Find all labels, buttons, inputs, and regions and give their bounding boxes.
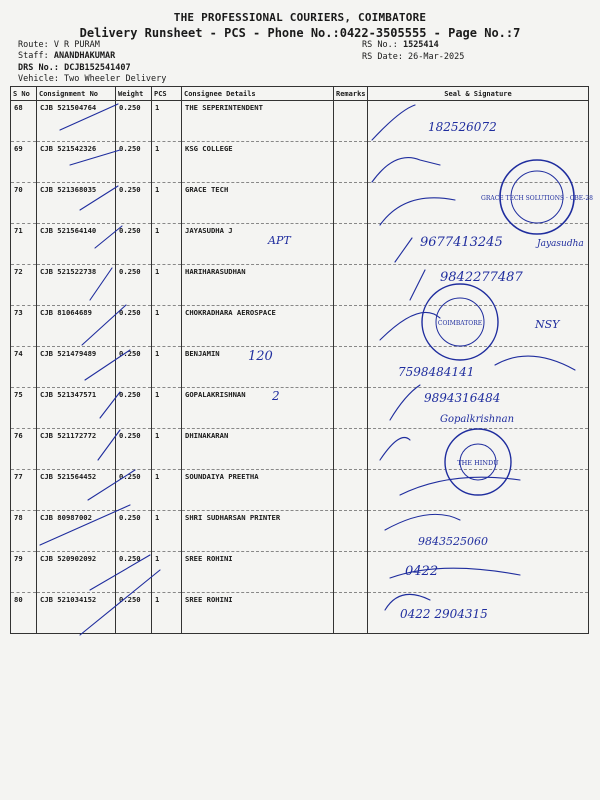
signature-cell [368, 183, 589, 224]
weight-cell: 0.250 [116, 429, 152, 470]
consignment-cell: CJB 521564140 [37, 224, 116, 265]
remarks-cell [334, 593, 368, 634]
company-title: THE PROFESSIONAL COURIERS, COIMBATORE [173, 11, 427, 24]
signature-cell [368, 388, 589, 429]
consignee-cell: SOUNDAIYA PREETHA [182, 470, 334, 511]
row74-note: 120 [248, 349, 273, 364]
consignment-cell: CJB 521034152 [37, 593, 116, 634]
row71-name: Jayasudha [537, 239, 584, 249]
consignee-cell: KSG COLLEGE [182, 142, 334, 183]
table-row [11, 347, 589, 388]
pcs-cell: 1 [152, 470, 182, 511]
table-row [11, 552, 589, 593]
table-header-row [11, 87, 589, 101]
consignment-cell: CJB 521368035 [37, 183, 116, 224]
row75-name: Gopalkrishnan [440, 414, 515, 425]
sno-cell: 72 [11, 265, 37, 306]
hindu-stamp-text: THE HINDU [457, 459, 499, 467]
consignment-cell: CJB 521564452 [37, 470, 116, 511]
coimbatore-stamp-text: COIMBATORE [437, 320, 483, 327]
pcs-cell: 1 [152, 552, 182, 593]
consignment-cell: CJB 521542326 [37, 142, 116, 183]
table-row [11, 388, 589, 429]
sno-cell: 69 [11, 142, 37, 183]
sno-cell: 80 [11, 593, 37, 634]
row75-phone: 9894316484 [424, 391, 501, 405]
weight-cell: 0.250 [116, 388, 152, 429]
table-row [11, 470, 589, 511]
weight-cell: 0.250 [116, 593, 152, 634]
staff-value: ANANDHAKUMAR [53, 51, 116, 61]
signature-cell [368, 224, 589, 265]
row71-note: APT [268, 234, 291, 247]
col-consignment: Consignment No [37, 87, 116, 101]
consignment-cell: CJB 81064689 [37, 306, 116, 347]
remarks-cell [334, 552, 368, 593]
signature-cell [368, 429, 589, 470]
signature-cell [368, 470, 589, 511]
consignment-cell: CJB 521479489 [37, 347, 116, 388]
weight-cell: 0.250 [116, 511, 152, 552]
row72-phone: 9842277487 [440, 270, 523, 285]
row78-phone: 9843525060 [418, 535, 488, 548]
consignee-cell: HARIHARASUDHAN [182, 265, 334, 306]
sno-cell: 76 [11, 429, 37, 470]
consignee-cell: DHINAKARAN [182, 429, 334, 470]
signature-cell [368, 347, 589, 388]
sno-cell: 77 [11, 470, 37, 511]
signature-cell [368, 101, 589, 142]
weight-cell: 0.250 [116, 470, 152, 511]
weight-cell: 0.250 [116, 347, 152, 388]
consignment-cell: CJB 520902092 [37, 552, 116, 593]
consignment-cell: CJB 80987002 [37, 511, 116, 552]
staff-field [18, 51, 115, 61]
remarks-cell [334, 347, 368, 388]
sno-cell: 70 [11, 183, 37, 224]
pcs-cell: 1 [152, 306, 182, 347]
pcs-cell: 1 [152, 593, 182, 634]
weight-cell: 0.250 [116, 552, 152, 593]
col-remarks: Remarks [334, 87, 368, 101]
table-row [11, 183, 589, 224]
weight-cell: 0.250 [116, 265, 152, 306]
consignment-cell: CJB 521347571 [37, 388, 116, 429]
sno-cell: 74 [11, 347, 37, 388]
remarks-cell [334, 183, 368, 224]
pcs-cell: 1 [152, 183, 182, 224]
row68-handwriting: 182526072 [428, 120, 497, 134]
remarks-cell [334, 101, 368, 142]
drs-field [18, 63, 131, 73]
remarks-cell [334, 429, 368, 470]
row74-phone: 7598484141 [398, 365, 475, 379]
consignment-cell: CJB 521522738 [37, 265, 116, 306]
rs-no-value: 1525414 [402, 40, 439, 50]
table-row [11, 224, 589, 265]
delivery-table [10, 86, 589, 634]
drs-label: DRS No.: [18, 63, 59, 73]
col-sno: S No [11, 87, 37, 101]
rs-no-label: RS No.: [362, 40, 398, 50]
vehicle-label: Vehicle: Two Wheeler Delivery [18, 74, 167, 84]
table-row [11, 593, 589, 634]
col-pcs: PCS [152, 87, 182, 101]
row75-note: 2 [272, 389, 280, 403]
pcs-cell: 1 [152, 429, 182, 470]
consignee-cell: SHRI SUDHARSAN PRINTER [182, 511, 334, 552]
signature-cell [368, 265, 589, 306]
col-consignee: Consignee Details [182, 87, 334, 101]
sno-cell: 71 [11, 224, 37, 265]
signature-cell [368, 511, 589, 552]
sno-cell: 79 [11, 552, 37, 593]
table-row [11, 265, 589, 306]
table-row [11, 306, 589, 347]
sno-cell: 75 [11, 388, 37, 429]
col-signature: Seal & Signature [368, 87, 589, 101]
pcs-cell: 1 [152, 224, 182, 265]
row79-phone: 0422 [405, 564, 439, 579]
drs-value: DCJB152541407 [64, 63, 131, 73]
col-weight: Weight [116, 87, 152, 101]
route-label: Route: V R PURAM [18, 40, 100, 50]
remarks-cell [334, 470, 368, 511]
consignment-cell: CJB 521172772 [37, 429, 116, 470]
remarks-cell [334, 142, 368, 183]
weight-cell: 0.250 [116, 142, 152, 183]
signature-cell [368, 306, 589, 347]
pcs-cell: 1 [152, 511, 182, 552]
weight-cell: 0.250 [116, 224, 152, 265]
table-row [11, 511, 589, 552]
remarks-cell [334, 511, 368, 552]
pcs-cell: 1 [152, 142, 182, 183]
pcs-cell: 1 [152, 347, 182, 388]
row73-mark: NSY [535, 318, 560, 331]
consignee-cell: CHOKRADHARA AEROSPACE [182, 306, 334, 347]
table-row [11, 101, 589, 142]
sno-cell: 68 [11, 101, 37, 142]
remarks-cell [334, 224, 368, 265]
pcs-cell: 1 [152, 265, 182, 306]
consignee-cell: BENJAMIN [182, 347, 334, 388]
row80-phone: 0422 2904315 [400, 607, 488, 621]
consignment-cell: CJB 521504764 [37, 101, 116, 142]
signature-cell [368, 593, 589, 634]
weight-cell: 0.250 [116, 183, 152, 224]
signature-cell [368, 142, 589, 183]
remarks-cell [334, 388, 368, 429]
rs-date: RS Date: 26-Mar-2025 [362, 52, 465, 62]
pcs-cell: 1 [152, 388, 182, 429]
consignee-cell: GOPALAKRISHNAN [182, 388, 334, 429]
consignee-cell: SREE ROHINI [182, 593, 334, 634]
remarks-cell [334, 265, 368, 306]
row71-phone: 9677413245 [420, 235, 503, 250]
consignee-cell: THE SEPERINTENDENT [182, 101, 334, 142]
consignee-cell: JAYASUDHA J [182, 224, 334, 265]
pcs-cell: 1 [152, 101, 182, 142]
consignee-cell: GRACE TECH [182, 183, 334, 224]
staff-label: Staff: [18, 51, 49, 61]
table-row [11, 429, 589, 470]
weight-cell: 0.250 [116, 306, 152, 347]
rs-no-field [362, 40, 439, 50]
runsheet-subtitle: Delivery Runsheet - PCS - Phone No.:0422-3505555 - Page No.:7 [79, 26, 521, 40]
remarks-cell [334, 306, 368, 347]
sno-cell: 73 [11, 306, 37, 347]
signature-cell [368, 552, 589, 593]
sno-cell: 78 [11, 511, 37, 552]
grace-tech-stamp-text: GRACE TECH SOLUTIONS · CBE-28 [481, 195, 593, 202]
consignee-cell: SREE ROHINI [182, 552, 334, 593]
weight-cell: 0.250 [116, 101, 152, 142]
table-row [11, 142, 589, 183]
